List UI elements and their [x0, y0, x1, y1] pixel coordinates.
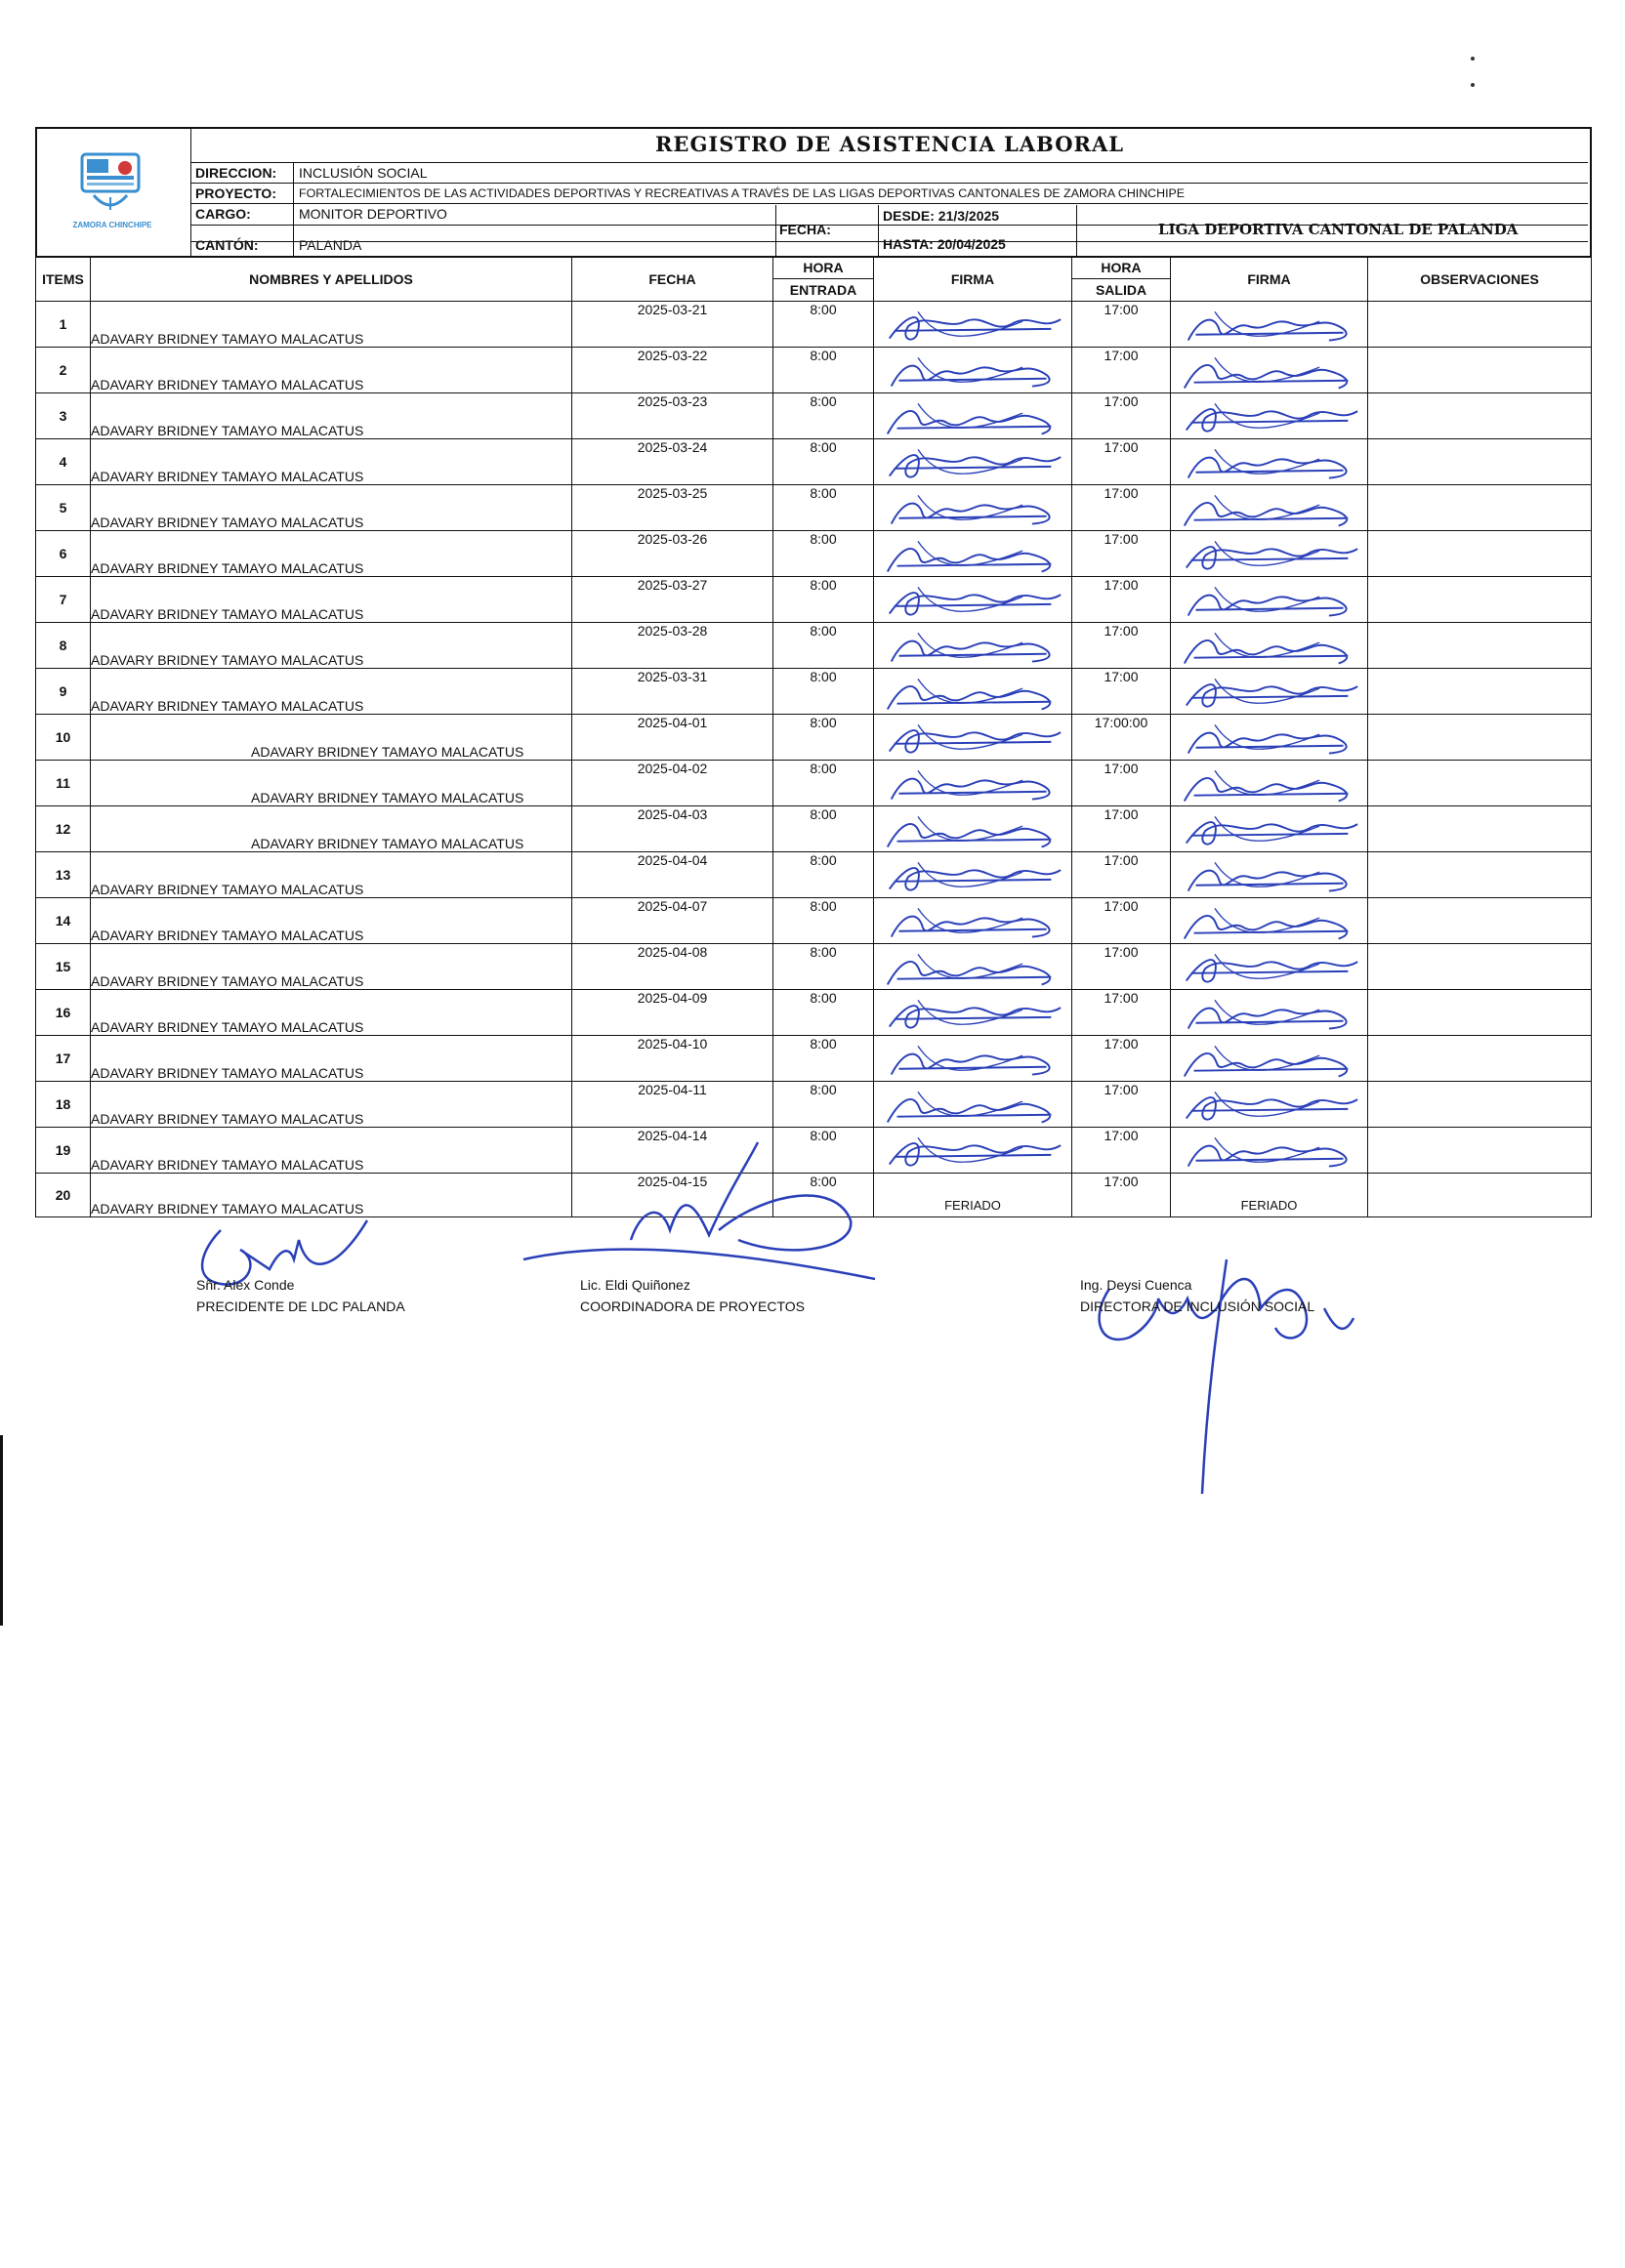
table-row [36, 715, 1592, 761]
row-entry-time: 8:00 [773, 348, 874, 393]
table-row [36, 990, 1592, 1036]
row-entry-signature [874, 944, 1072, 990]
handwritten-signature [880, 806, 1065, 851]
header-fecha: FECHA [572, 257, 773, 302]
row-entry-time: 8:00 [773, 715, 874, 761]
handwritten-signature [880, 990, 1065, 1035]
handwritten-signature [880, 302, 1065, 347]
row-item-number: 14 [36, 898, 91, 944]
row-date: 2025-04-10 [572, 1036, 773, 1082]
row-exit-signature [1171, 898, 1368, 944]
holiday-label: FERIADO [944, 1197, 1001, 1213]
label-direccion: DIRECCION: [195, 165, 277, 181]
handwritten-signature [1177, 485, 1362, 530]
row-entry-signature [874, 577, 1072, 623]
row-exit-time: 17:00 [1072, 1174, 1171, 1217]
row-name: ADAVARY BRIDNEY TAMAYO MALACATUS [91, 348, 572, 393]
row-date: 2025-04-08 [572, 944, 773, 990]
table-row [36, 393, 1592, 439]
handwritten-signature [1177, 1128, 1362, 1173]
header-nombres: NOMBRES Y APELLIDOS [91, 257, 572, 302]
table-row [36, 898, 1592, 944]
header-hora-salida: HORA [1072, 257, 1171, 279]
handwritten-signature [880, 669, 1065, 714]
row-exit-time: 17:00 [1072, 669, 1171, 715]
table-row [36, 761, 1592, 806]
row-exit-signature [1171, 1128, 1368, 1174]
row-exit-signature [1171, 806, 1368, 852]
row-observations [1368, 577, 1592, 623]
row-exit-signature [1171, 531, 1368, 577]
handwritten-signature [1177, 393, 1362, 438]
handwritten-signature [880, 1082, 1065, 1127]
handwritten-signature [1177, 531, 1362, 576]
table-row [36, 1082, 1592, 1128]
row-entry-signature [874, 439, 1072, 485]
label-cargo: CARGO: [195, 206, 251, 222]
row-date: 2025-03-23 [572, 393, 773, 439]
page-title: REGISTRO DE ASISTENCIA LABORAL [191, 127, 1588, 163]
handwritten-signature [1177, 623, 1362, 668]
row-observations [1368, 669, 1592, 715]
handwritten-signature [1177, 806, 1362, 851]
row-entry-time: 8:00 [773, 761, 874, 806]
handwritten-signature [880, 1128, 1065, 1173]
handwritten-signature [1177, 669, 1362, 714]
row-exit-signature [1171, 1036, 1368, 1082]
handwritten-signature [1177, 302, 1362, 347]
row-observations [1368, 990, 1592, 1036]
row-date: 2025-04-07 [572, 898, 773, 944]
row-exit-signature [1171, 439, 1368, 485]
row-name: ADAVARY BRIDNEY TAMAYO MALACATUS [91, 1082, 572, 1128]
row-entry-signature [874, 669, 1072, 715]
row-entry-time: 8:00 [773, 531, 874, 577]
row-exit-signature [1171, 944, 1368, 990]
table-row [36, 531, 1592, 577]
table-row [36, 302, 1592, 348]
row-item-number: 3 [36, 393, 91, 439]
row-item-number: 18 [36, 1082, 91, 1128]
row-item-number: 10 [36, 715, 91, 761]
row-name: ADAVARY BRIDNEY TAMAYO MALACATUS [91, 806, 572, 852]
row-entry-time: 8:00 [773, 1128, 874, 1174]
row-exit-time: 17:00 [1072, 623, 1171, 669]
row-observations [1368, 485, 1592, 531]
row-name: ADAVARY BRIDNEY TAMAYO MALACATUS [91, 1128, 572, 1174]
row-entry-signature [874, 1036, 1072, 1082]
row-entry-time: 8:00 [773, 1174, 874, 1217]
row-entry-signature [874, 852, 1072, 898]
row-exit-time: 17:00 [1072, 944, 1171, 990]
row-exit-signature [1171, 669, 1368, 715]
handwritten-signature [880, 531, 1065, 576]
row-name: ADAVARY BRIDNEY TAMAYO MALACATUS [91, 393, 572, 439]
row-exit-signature [1171, 715, 1368, 761]
row-exit-time: 17:00 [1072, 439, 1171, 485]
row-name: ADAVARY BRIDNEY TAMAYO MALACATUS [91, 485, 572, 531]
row-exit-time: 17:00 [1072, 348, 1171, 393]
row-name: ADAVARY BRIDNEY TAMAYO MALACATUS [91, 531, 572, 577]
row-name: ADAVARY BRIDNEY TAMAYO MALACATUS [91, 1174, 572, 1217]
handwritten-signature [1177, 1036, 1362, 1081]
handwritten-signature [880, 439, 1065, 484]
row-date: 2025-04-15 [572, 1174, 773, 1217]
table-row [36, 944, 1592, 990]
row-date: 2025-04-04 [572, 852, 773, 898]
row-date: 2025-03-27 [572, 577, 773, 623]
row-entry-signature [874, 531, 1072, 577]
row-exit-signature [1171, 348, 1368, 393]
row-entry-time: 8:00 [773, 393, 874, 439]
label-fecha: FECHA: [779, 222, 831, 237]
handwritten-signature [1177, 577, 1362, 622]
handwritten-signature [1177, 761, 1362, 805]
header-firma-entrada: FIRMA [874, 257, 1072, 302]
label-canton: CANTÓN: [195, 237, 259, 253]
row-entry-time: 8:00 [773, 852, 874, 898]
table-row [36, 623, 1592, 669]
fecha-desde: DESDE: 21/3/2025 [883, 208, 1000, 224]
handwritten-signature [1177, 898, 1362, 943]
row-exit-signature [1171, 623, 1368, 669]
row-observations [1368, 1128, 1592, 1174]
row-observations [1368, 439, 1592, 485]
row-exit-time: 17:00 [1072, 1036, 1171, 1082]
row-observations [1368, 348, 1592, 393]
signer-cuenca [1080, 1274, 1314, 1317]
row-date: 2025-04-09 [572, 990, 773, 1036]
row-entry-time: 8:00 [773, 1036, 874, 1082]
label-proyecto: PROYECTO: [195, 186, 276, 201]
header-observaciones: OBSERVACIONES [1368, 257, 1592, 302]
handwritten-signature [880, 1036, 1065, 1081]
handwritten-signature [1177, 852, 1362, 897]
row-exit-time: 17:00 [1072, 1128, 1171, 1174]
handwritten-signature [880, 577, 1065, 622]
signer-cuenca-name: Ing. Deysi Cuenca [1080, 1277, 1192, 1293]
logo-box [35, 127, 191, 257]
handwritten-signature [880, 348, 1065, 392]
row-entry-time: 8:00 [773, 302, 874, 348]
handwritten-signature [1177, 715, 1362, 760]
row-observations [1368, 715, 1592, 761]
table-row [36, 1036, 1592, 1082]
handwritten-signature [880, 485, 1065, 530]
fecha-hasta: HASTA: 20/04/2025 [883, 236, 1006, 252]
holiday-label: FERIADO [1240, 1197, 1298, 1213]
row-item-number: 16 [36, 990, 91, 1036]
row-name: ADAVARY BRIDNEY TAMAYO MALACATUS [91, 715, 572, 761]
header-entrada: ENTRADA [773, 279, 874, 302]
header-hora-entrada: HORA [773, 257, 874, 279]
logo-text: ZAMORA CHINCHIPE [72, 221, 152, 229]
row-exit-time: 17:00 [1072, 302, 1171, 348]
signature-quinonez [514, 1133, 885, 1289]
cargo-value: MONITOR DEPORTIVO [299, 206, 447, 222]
row-entry-time: 8:00 [773, 990, 874, 1036]
row-exit-signature [1171, 852, 1368, 898]
row-entry-time: 8:00 [773, 485, 874, 531]
row-date: 2025-03-21 [572, 302, 773, 348]
row-item-number: 4 [36, 439, 91, 485]
row-entry-time: 8:00 [773, 577, 874, 623]
row-name: ADAVARY BRIDNEY TAMAYO MALACATUS [91, 761, 572, 806]
row-name: ADAVARY BRIDNEY TAMAYO MALACATUS [91, 852, 572, 898]
row-exit-signature [1171, 990, 1368, 1036]
table-row [36, 806, 1592, 852]
row-item-number: 13 [36, 852, 91, 898]
row-exit-time: 17:00 [1072, 852, 1171, 898]
table-row [36, 577, 1592, 623]
header-firma-salida: FIRMA [1171, 257, 1368, 302]
scan-speck [1471, 57, 1475, 61]
proyecto-value: FORTALECIMIENTOS DE LAS ACTIVIDADES DEPORTIVAS Y RECREATIVAS A TRAVÉS DE LAS LIGAS DEPORTIVAS CANTONALES DE ZAMORA CHINCHIPE [299, 186, 1186, 200]
row-name: ADAVARY BRIDNEY TAMAYO MALACATUS [91, 1036, 572, 1082]
row-name: ADAVARY BRIDNEY TAMAYO MALACATUS [91, 944, 572, 990]
row-date: 2025-04-02 [572, 761, 773, 806]
row-observations [1368, 852, 1592, 898]
row-exit-time: 17:00 [1072, 898, 1171, 944]
handwritten-signature [1177, 348, 1362, 392]
handwritten-signature [1177, 944, 1362, 989]
handwritten-signature [880, 944, 1065, 989]
table-row [36, 669, 1592, 715]
row-exit-time: 17:00 [1072, 577, 1171, 623]
row-item-number: 11 [36, 761, 91, 806]
row-item-number: 6 [36, 531, 91, 577]
row-entry-signature [874, 485, 1072, 531]
handwritten-signature [1177, 990, 1362, 1035]
row-observations [1368, 898, 1592, 944]
handwritten-signature [1177, 1082, 1362, 1127]
row-entry-signature [874, 1174, 1072, 1217]
attendance-table [35, 256, 1592, 1217]
canton-value: PALANDA [299, 237, 362, 253]
header-items: ITEMS [36, 257, 91, 302]
row-exit-signature [1171, 1174, 1368, 1217]
row-entry-signature [874, 302, 1072, 348]
row-name: ADAVARY BRIDNEY TAMAYO MALACATUS [91, 302, 572, 348]
row-entry-signature [874, 761, 1072, 806]
row-date: 2025-03-31 [572, 669, 773, 715]
zamora-chinchipe-logo [35, 127, 190, 256]
row-item-number: 2 [36, 348, 91, 393]
row-date: 2025-03-28 [572, 623, 773, 669]
row-observations [1368, 1036, 1592, 1082]
row-entry-time: 8:00 [773, 944, 874, 990]
row-entry-time: 8:00 [773, 898, 874, 944]
handwritten-signature [880, 852, 1065, 897]
signer-cuenca-role: DIRECTORA DE INCLUSIÓN SOCIAL [1080, 1299, 1315, 1314]
handwritten-signature [880, 898, 1065, 943]
row-observations [1368, 806, 1592, 852]
table-row [36, 852, 1592, 898]
row-entry-signature [874, 623, 1072, 669]
row-entry-time: 8:00 [773, 439, 874, 485]
signer-conde-role: PRECIDENTE DE LDC PALANDA [196, 1299, 405, 1314]
table-row [36, 439, 1592, 485]
row-date: 2025-04-11 [572, 1082, 773, 1128]
row-entry-signature [874, 1082, 1072, 1128]
row-entry-time: 8:00 [773, 1082, 874, 1128]
row-name: ADAVARY BRIDNEY TAMAYO MALACATUS [91, 577, 572, 623]
row-date: 2025-04-01 [572, 715, 773, 761]
row-entry-time: 8:00 [773, 623, 874, 669]
row-exit-signature [1171, 577, 1368, 623]
row-observations [1368, 944, 1592, 990]
handwritten-signature [880, 715, 1065, 760]
row-name: ADAVARY BRIDNEY TAMAYO MALACATUS [91, 669, 572, 715]
scan-speck [1471, 83, 1475, 87]
row-exit-time: 17:00 [1072, 761, 1171, 806]
row-date: 2025-03-25 [572, 485, 773, 531]
row-observations [1368, 302, 1592, 348]
signer-quinonez [580, 1274, 805, 1317]
row-item-number: 9 [36, 669, 91, 715]
row-exit-time: 17:00:00 [1072, 715, 1171, 761]
liga-name: LIGA DEPORTIVA CANTONAL DE PALANDA [1158, 221, 1519, 238]
row-exit-signature [1171, 1082, 1368, 1128]
row-item-number: 12 [36, 806, 91, 852]
row-exit-time: 17:00 [1072, 990, 1171, 1036]
row-entry-signature [874, 715, 1072, 761]
row-entry-signature [874, 348, 1072, 393]
row-name: ADAVARY BRIDNEY TAMAYO MALACATUS [91, 623, 572, 669]
row-date: 2025-03-26 [572, 531, 773, 577]
row-entry-time: 8:00 [773, 669, 874, 715]
row-item-number: 1 [36, 302, 91, 348]
table-row [36, 348, 1592, 393]
row-exit-time: 17:00 [1072, 1082, 1171, 1128]
row-entry-signature [874, 806, 1072, 852]
row-exit-time: 17:00 [1072, 485, 1171, 531]
row-item-number: 8 [36, 623, 91, 669]
row-entry-signature [874, 1128, 1072, 1174]
row-entry-signature [874, 898, 1072, 944]
row-observations [1368, 623, 1592, 669]
row-exit-time: 17:00 [1072, 393, 1171, 439]
row-observations [1368, 1082, 1592, 1128]
handwritten-signature [880, 393, 1065, 438]
row-exit-signature [1171, 393, 1368, 439]
row-exit-time: 17:00 [1072, 531, 1171, 577]
row-item-number: 19 [36, 1128, 91, 1174]
direccion-value: INCLUSIÓN SOCIAL [299, 165, 428, 181]
row-date: 2025-04-03 [572, 806, 773, 852]
row-name: ADAVARY BRIDNEY TAMAYO MALACATUS [91, 898, 572, 944]
row-date: 2025-03-24 [572, 439, 773, 485]
row-observations [1368, 531, 1592, 577]
row-entry-signature [874, 393, 1072, 439]
row-item-number: 17 [36, 1036, 91, 1082]
row-observations [1368, 1174, 1592, 1217]
signer-conde-name: Sñr. Alex Conde [196, 1277, 295, 1293]
row-item-number: 15 [36, 944, 91, 990]
signer-quinonez-name: Lic. Eldi Quiñonez [580, 1277, 690, 1293]
row-date: 2025-03-22 [572, 348, 773, 393]
header-salida: SALIDA [1072, 279, 1171, 302]
handwritten-signature [1177, 439, 1362, 484]
row-entry-time: 8:00 [773, 806, 874, 852]
handwritten-signature [880, 623, 1065, 668]
row-name: ADAVARY BRIDNEY TAMAYO MALACATUS [91, 990, 572, 1036]
row-observations [1368, 761, 1592, 806]
row-item-number: 5 [36, 485, 91, 531]
row-item-number: 20 [36, 1174, 91, 1217]
row-exit-signature [1171, 302, 1368, 348]
signer-conde [196, 1274, 405, 1317]
signer-quinonez-role: COORDINADORA DE PROYECTOS [580, 1299, 806, 1314]
row-exit-signature [1171, 761, 1368, 806]
row-date: 2025-04-14 [572, 1128, 773, 1174]
row-name: ADAVARY BRIDNEY TAMAYO MALACATUS [91, 439, 572, 485]
scan-edge-mark [0, 1435, 3, 1626]
row-exit-signature [1171, 485, 1368, 531]
row-entry-signature [874, 990, 1072, 1036]
handwritten-signature [880, 761, 1065, 805]
row-item-number: 7 [36, 577, 91, 623]
table-row [36, 485, 1592, 531]
row-observations [1368, 393, 1592, 439]
row-exit-time: 17:00 [1072, 806, 1171, 852]
